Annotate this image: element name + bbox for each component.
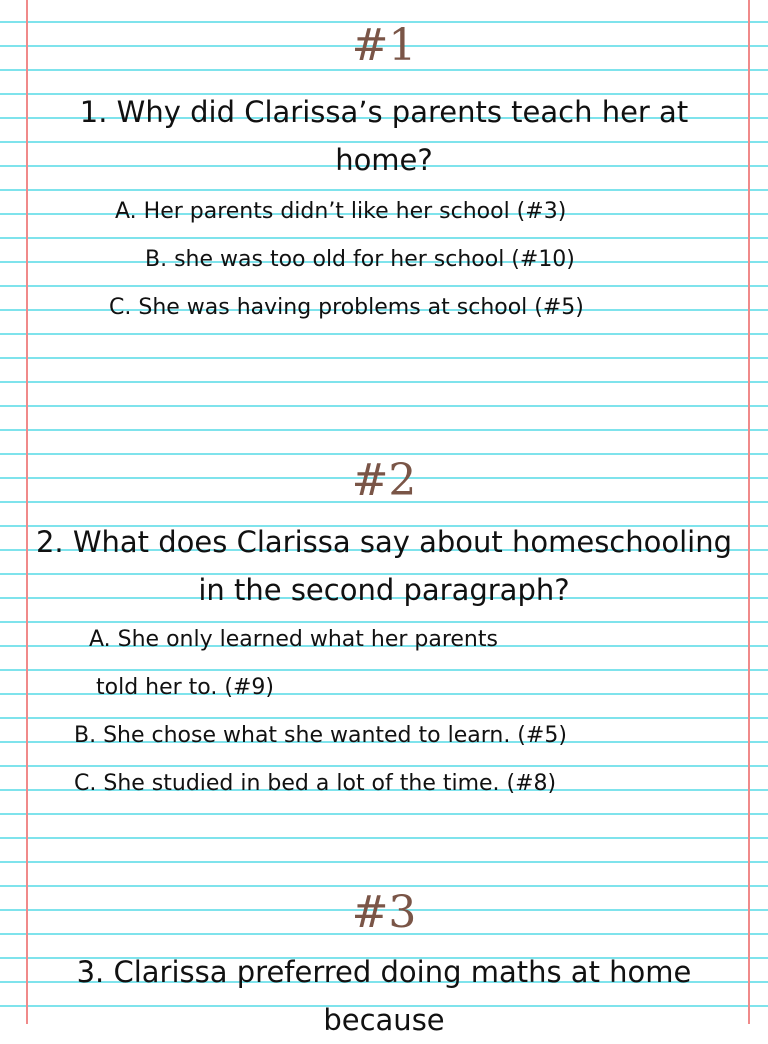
left-margin-line xyxy=(26,0,28,1024)
question-1-option-a: A. Her parents didn’t like her school (#3) xyxy=(115,199,567,224)
section-1-heading: #1 xyxy=(351,20,417,71)
section-3-heading: #3 xyxy=(351,887,417,938)
question-1-option-c: C. She was having problems at school (#5) xyxy=(109,295,584,320)
question-1-option-b: B. she was too old for her school (#10) xyxy=(145,247,575,272)
right-margin-line xyxy=(748,0,750,1024)
question-1-text: 1. Why did Clarissa’s parents teach her at home? xyxy=(79,95,689,177)
question-2-option-a-continued: told her to. (#9) xyxy=(96,675,274,700)
question-2-option-a: A. She only learned what her parents xyxy=(89,627,498,652)
question-3-text: 3. Clarissa preferred doing maths at home because xyxy=(76,955,692,1037)
section-2-heading: #2 xyxy=(351,455,417,506)
question-2-option-c: C. She studied in bed a lot of the time. (#8) xyxy=(74,771,557,796)
question-2-text: 2. What does Clarissa say about homeschooling in the second paragraph? xyxy=(35,525,733,607)
question-2-option-b: B. She chose what she wanted to learn. (#5) xyxy=(74,723,567,748)
